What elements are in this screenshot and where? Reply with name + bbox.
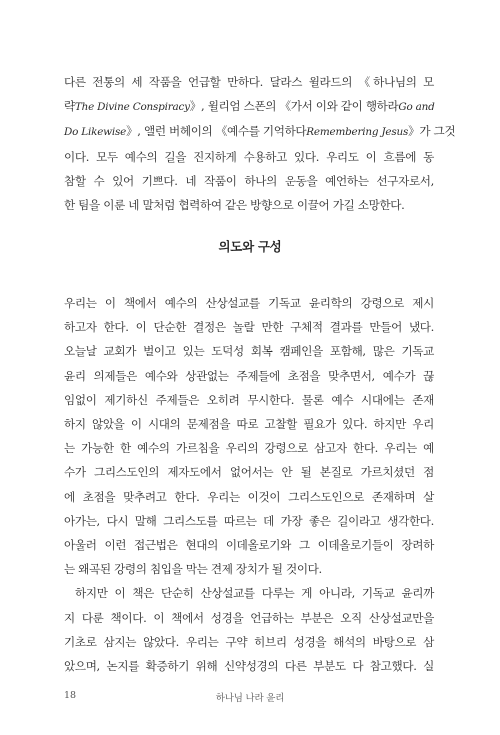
book-title-english: Remembering Jesus: [306, 126, 409, 139]
running-title: 하나님 나라 윤리: [215, 693, 285, 704]
text-line: 았으며, 논지를 확증하기 위해 신약성경의 다른 부분도 다 참고했다. 실: [64, 659, 434, 674]
text-line: 는 왜곡된 강령의 침입을 막는 견제 장치가 될 것이다.: [64, 562, 322, 577]
text-fragment: 략: [64, 99, 75, 114]
text-line: 오늘날 교회가 벌이고 있는 도덕성 회복 캠페인을 포함해, 많은 기독교: [64, 344, 434, 359]
text-line: 에 초점을 맞추려고 한다. 우리는 이것이 그리스도인으로 존재하며 살: [64, 489, 434, 504]
body-text: [64, 291, 434, 678]
book-title-english: Do Likewise: [64, 126, 127, 139]
text-line: 아울러 이런 접근법은 현대의 이데올로기와 그 이데올로기들이 장려하: [64, 538, 434, 553]
section-heading: 의도와 구성: [218, 239, 282, 254]
text-line: 한 팀을 이룬 네 말처럼 협력하여 같은 방향으로 이끌어 가길 소망한다.: [64, 198, 405, 213]
text-fragment: 》, 윌리엄 스폰의 《가서 이와 같이 행하라: [189, 99, 399, 114]
text-line: 하고자 한다. 이 단순한 결정은 놀랄 만한 구체적 결과를 만들어 냈다.: [64, 320, 434, 335]
paragraph-1: [64, 291, 434, 581]
text-fragment: 》, 앨런 버헤이의 《예수를 기억하다: [126, 124, 307, 139]
text-line: 는 가능한 한 예수의 가르침을 우리의 강령으로 삼고자 한다. 우리는 예: [64, 441, 434, 456]
text-line: 지 다룬 책이다. 이 책에서 성경을 언급하는 부분은 오직 산상설교만을: [64, 610, 434, 625]
text-line: 참할 수 있어 기쁘다. 네 작품이 하나의 운동을 예언하는 선구자로서,: [64, 173, 434, 188]
text-line: 이다. 모두 예수의 길을 진지하게 수용하고 있다. 우리도 이 흐름에 동: [64, 149, 434, 164]
text-line: 우리는 이 책에서 예수의 산상설교를 기독교 윤리학의 강령으로 제시: [64, 296, 434, 310]
text-line: 하지만 이 책은 단순히 산상설교를 다루는 게 아니라, 기독교 윤리까: [75, 586, 434, 601]
intro-paragraph: [64, 70, 456, 217]
book-title-english: The Divine Conspiracy: [74, 101, 190, 114]
text-line: 아가는, 다시 말해 그리스도를 따르는 데 가장 좋은 길이라고 생각한다.: [64, 513, 434, 528]
paragraph-2: [64, 581, 434, 678]
text-line: 임없이 제기하신 주제들은 오히려 무시한다. 물론 예수 시대에는 존재: [64, 392, 434, 407]
text-line: 하지 않았을 이 시대의 문제점을 따로 고찰할 필요가 있다. 하지만 우리: [64, 417, 434, 432]
text-line: 기초로 삼지는 않았다. 우리는 구약 히브리 성경을 해석의 바탕으로 삼: [64, 634, 434, 649]
text-line: [64, 94, 434, 119]
text-line: 다른 전통의 세 작품을 언급할 만하다. 달라스 윌라드의 《하나님의 모: [64, 75, 434, 89]
book-title-english: Go and: [398, 101, 435, 114]
page-number: 18: [64, 690, 77, 701]
text-line: 윤리 의제들은 예수와 상관없는 주제들에 초점을 맞추면서, 예수가 끊: [64, 368, 434, 383]
text-fragment: 》가 그것: [408, 124, 456, 139]
text-line: 수가 그리스도인의 제자도에서 없어서는 안 될 본질로 가르치셨던 점: [64, 465, 434, 480]
text-line: [64, 119, 456, 144]
